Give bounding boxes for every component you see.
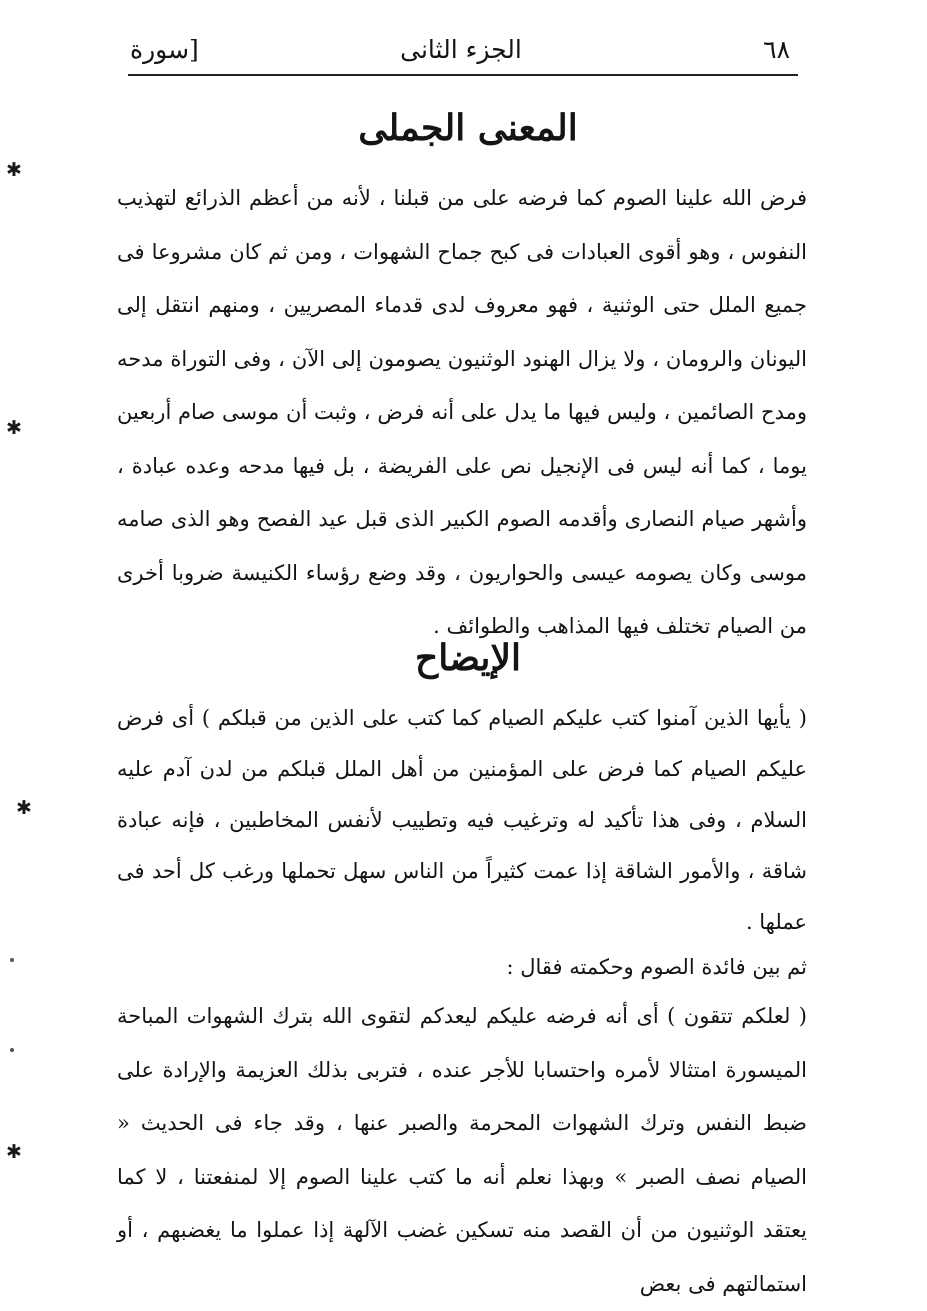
margin-ornament-icon: ✱ [16,797,32,819]
transition-paragraph: ثم بين فائدة الصوم وحكمته فقال : [506,955,807,979]
margin-ornament-icon: ✱ [6,1141,22,1163]
page-number: ٦٨ [763,35,790,64]
summary-paragraph: فرض الله علينا الصوم كما فرضه على من قبلنا ، لأنه من أعظم الذرائع لتهذيب النفوس ، وهو أقوى العبادات فى كبح جماح الشهوات ، ومن ثم كان مشروعا فى جميع الملل حتى الوثنية ، فهو معروف لدى قدماء المصريين ، ومنهم انتقل إلى اليونان والرومان ، ولا يزال الهنود الوثنيون يصومون إلى الآن ، وفى التوراة مدحه ومدح الصائمين ، وليس فيها ما يدل على أنه فرض ، وثبت أن موسى صام أربعين يوما ، كما أنه ليس فى الإنجيل نص على الفريضة ، بل فيها مدحه وعده عبادة ، وأشهر صيام النصارى وأقدمه الصوم الكبير الذى قبل عيد الفصح وهو الذى صامه موسى وكان يصومه عيسى والحواريون ، وقد وضع رؤساء الكنيسة ضروبا أخرى من الصيام تختلف فيها المذاهب والطوائف . [117,186,808,638]
verse-paragraph: ( يأيها الذين آمنوا كتب عليكم الصيام كما كتب على الذين من قبلكم ) أى فرض عليكم الصيام كما فرض على المؤمنين من أهل الملل قبلكم من لدن آدم عليه السلام ، وفى هذا تأكيد له وترغيب فيه وتطييب لأنفس المخاطبين ، فإنه عبادة شاقة ، والأمور الشاقة إذا عمت كثيراً من الناس سهل تحملها ورغب كل أحد فى عملها . [117,706,807,934]
section-heading-explanation: الإيضاح [415,637,521,679]
section-heading-summary: المعنى الجملى [358,107,578,149]
margin-speck [10,958,14,962]
header-rule [128,74,798,76]
margin-ornament-icon: ✱ [6,417,22,439]
running-title: الجزء الثانى [400,35,522,64]
surah-marker: [سورة [130,35,199,64]
margin-speck [10,1048,14,1052]
page-header [128,28,794,72]
taqwa-paragraph: ( لعلكم تتقون ) أى أنه فرضه عليكم ليعدكم لتقوى الله بترك الشهوات المباحة الميسورة امتثالا لأمره واحتسابا للأجر عنده ، فتربى بذلك العزيمة والإرادة على ضبط النفس وترك الشهوات المحرمة والصبر عنها ، وقد جاء فى الحديث « الصيام نصف الصبر » وبهذا نعلم أنه ما كتب علينا الصوم إلا لمنفعتنا ، لا كما يعتقد الوثنيون من أن القصد منه تسكين غضب الآلهة إذا عملوا ما يغضبهم ، أو استمالتهم فى بعض [117,1004,807,1296]
margin-ornament-icon: ✱ [6,159,22,181]
